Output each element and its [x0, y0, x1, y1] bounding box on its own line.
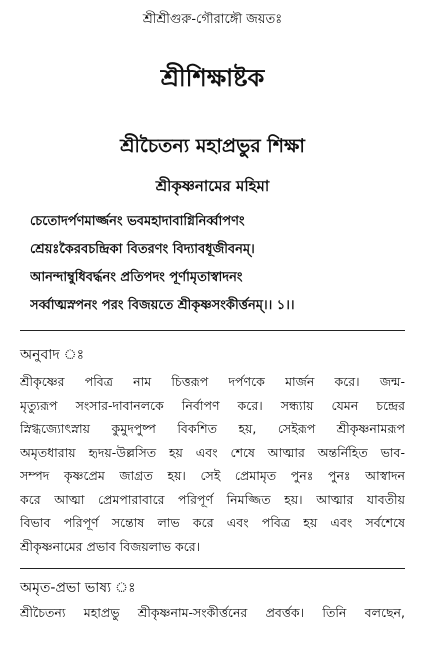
page-title: শ্রীশিক্ষাষ্টক — [160, 64, 265, 92]
paragraph-line: শ্রীকৃষ্ণের পবিত্র নাম চিত্তরূপ দর্পণকে মার্জন করে। জন্ম- — [20, 374, 405, 389]
divider — [20, 568, 405, 569]
verse-line: আনন্দাম্বুধিবর্দ্ধনং প্রতিপদং পূর্ণামৃতাস্বাদনং — [30, 270, 243, 285]
commentary-first-line: শ্রীচৈতন্য মহাপ্রভু শ্রীকৃষ্ণনাম-সংকীর্ত্তনের প্রবর্ত্তক। তিনি বলছেন, — [20, 605, 405, 620]
commentary-heading: অমৃত-প্রভা ভাষ্য ঃ — [20, 580, 136, 596]
paragraph-line: শ্রীকৃষ্ণনামের প্রভাব বিজয়লাভ করে। — [20, 538, 201, 554]
page-subtitle: শ্রীচৈতন্য মহাপ্রভুর শিক্ষা — [120, 135, 305, 157]
translation-paragraph — [20, 370, 405, 558]
paragraph-line: করে আত্মা প্রেমপারাবারে পরিপূর্ণ নিমজ্জিত হয়। আত্মার যাবতীয় — [20, 491, 405, 507]
paragraph-line: স্নিগ্ধজ্যোৎস্নায় কুমুদপুষ্প বিকশিত হয়, সেইরূপ শ্রীকৃষ্ণনামরূপ — [20, 421, 405, 436]
paragraph-line: মৃত্যুরূপ সংসার-দাবানলকে নির্বাপণ করে। সন্ধ্যায় যেমন চন্দ্রের — [20, 397, 405, 413]
divider — [20, 330, 405, 331]
paragraph-line: বিভাব পরিপূর্ণ সন্তোষ লাভ করে এবং পবিত্র হয় এবং সর্বশেষে — [20, 515, 405, 530]
section-subtitle: শ্রীকৃষ্ণনামের মহিমা — [155, 177, 270, 195]
verse-line: চেতোদর্পণমার্জ্জনং ভবমহাদাবাগ্নিনির্ব্বাপণং — [30, 214, 245, 229]
verse-line: শ্রেয়ঃকৈরবচন্দ্রিকা বিতরণং বিদ্যাবধূজীবনম্। — [30, 242, 255, 257]
verse-line: সর্ব্বাত্মস্নপনং পরং বিজয়তে শ্রীকৃষ্ণসংকীর্ত্তনম্।। ১।। — [30, 298, 295, 313]
paragraph-line: সম্পদ কৃষ্ণপ্রেম জাগ্রত হয়। সেই প্রেমামৃত পুনঃ পুনঃ আস্বাদন — [20, 468, 405, 483]
invocation-line: শ্রীশ্রীগুরু-গৌরাঙ্গৌ জয়তঃ — [142, 12, 283, 27]
paragraph-line: অমৃতধারায় হৃদয়-উল্লসিত হয় এবং শেষে আত্মার অন্তর্নিহিত ভাব- — [20, 444, 405, 460]
translation-heading: অনুবাদ ঃ — [20, 347, 85, 363]
